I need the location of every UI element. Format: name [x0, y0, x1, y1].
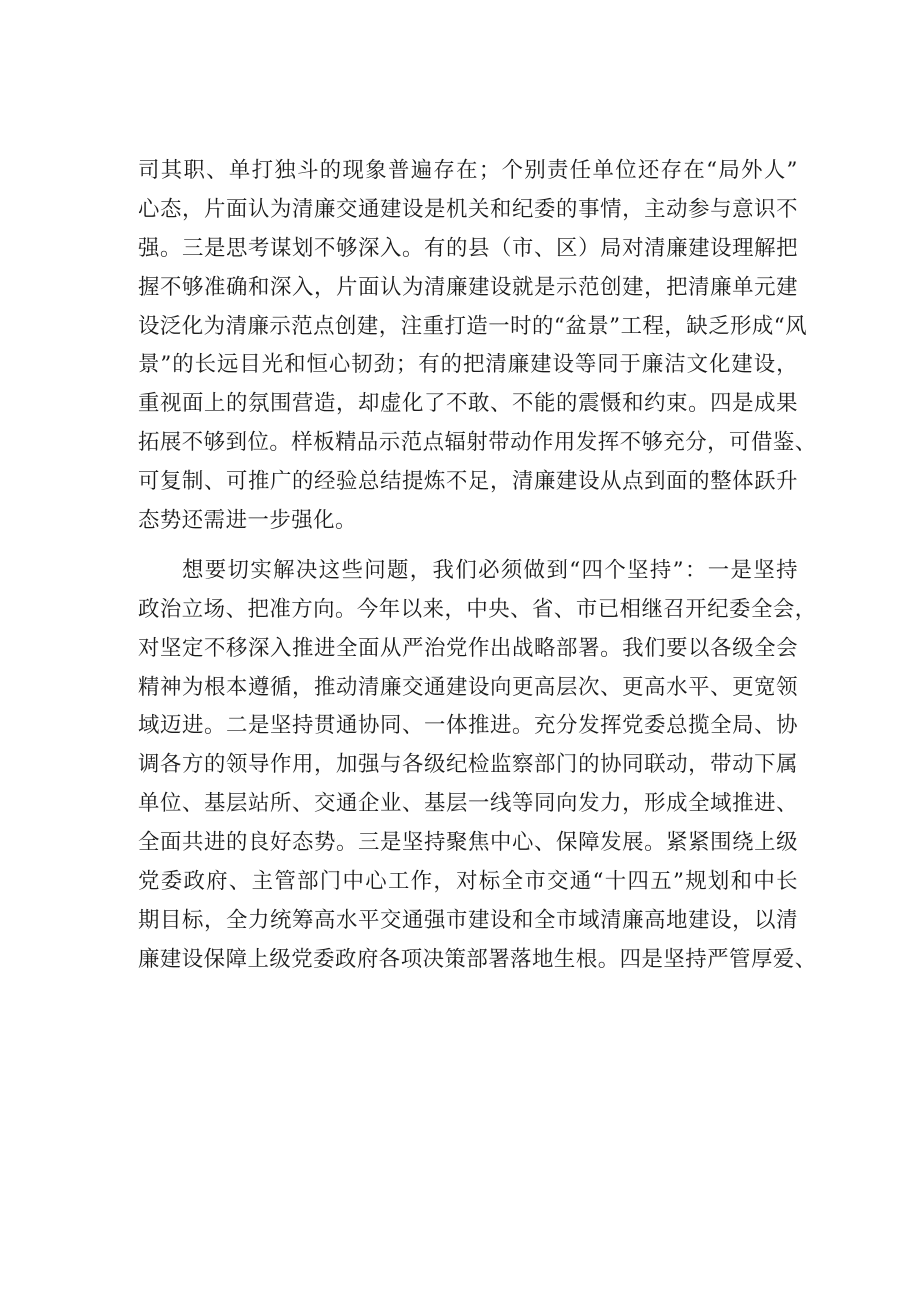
paragraph-line: 全面共进的良好态势。三是坚持聚焦中心、保障发展。紧紧围绕上级: [138, 830, 798, 856]
paragraph-line: 廉建设保障上级党委政府各项决策部署落地生根。四是坚持严管厚爱、: [138, 946, 817, 972]
paragraph-line: 重视面上的氛围营造，却虚化了不敢、不能的震慑和约束。四是成果: [138, 391, 798, 417]
paragraph-line: 心态，片面认为清廉交通建设是机关和纪委的事情，主动参与意识不: [138, 196, 798, 222]
paragraph-line: 设泛化为清廉示范点创建，注重打造一时的“盆景”工程，缺乏形成“风: [138, 313, 808, 339]
paragraph-line: 态势还需进一步强化。: [138, 508, 357, 534]
paragraph-line: 期目标，全力统筹高水平交通强市建设和全市域清廉高地建设，以清: [138, 907, 798, 933]
paragraph-line: 党委政府、主管部门中心工作，对标全市交通“十四五”规划和中长: [138, 869, 798, 895]
paragraph-line: 司其职、单打独斗的现象普遍存在；个别责任单位还存在“局外人”: [138, 158, 798, 183]
paragraph-1: [138, 152, 817, 541]
paragraph-line: 对坚定不移深入推进全面从严治党作出战略部署。我们要以各级全会: [138, 635, 798, 661]
paragraph-2: [138, 552, 817, 980]
paragraph-line: 域迈进。二是坚持贯通协同、一体推进。充分发挥党委总揽全局、协: [138, 713, 798, 739]
paragraph-line: 调各方的领导作用，加强与各级纪检监察部门的协同联动，带动下属: [138, 752, 798, 778]
paragraph-line: 想要切实解决这些问题，我们必须做到“四个坚持”：一是坚持: [182, 557, 798, 583]
paragraph-line: 景”的长远目光和恒心韧劲；有的把清廉建设等同于廉洁文化建设，: [138, 352, 798, 378]
body-text: [138, 152, 817, 980]
paragraph-line: 可复制、可推广的经验总结提炼不足，清廉建设从点到面的整体跃升: [138, 469, 798, 495]
paragraph-line: 政治立场、把准方向。今年以来，中央、省、市已相继召开纪委全会，: [138, 596, 817, 622]
paragraph-line: 强。三是思考谋划不够深入。有的县（市、区）局对清廉建设理解把: [138, 235, 798, 261]
paragraph-line: 精神为根本遵循，推动清廉交通建设向更高层次、更高水平、更宽领: [138, 674, 798, 700]
paragraph-line: 握不够准确和深入，片面认为清廉建设就是示范创建，把清廉单元建: [138, 274, 798, 300]
paragraph-spacer: [138, 541, 798, 552]
paragraph-line: 拓展不够到位。样板精品示范点辐射带动作用发挥不够充分，可借鉴、: [138, 430, 817, 456]
paragraph-line: 单位、基层站所、交通企业、基层一线等同向发力，形成全域推进、: [138, 791, 798, 817]
